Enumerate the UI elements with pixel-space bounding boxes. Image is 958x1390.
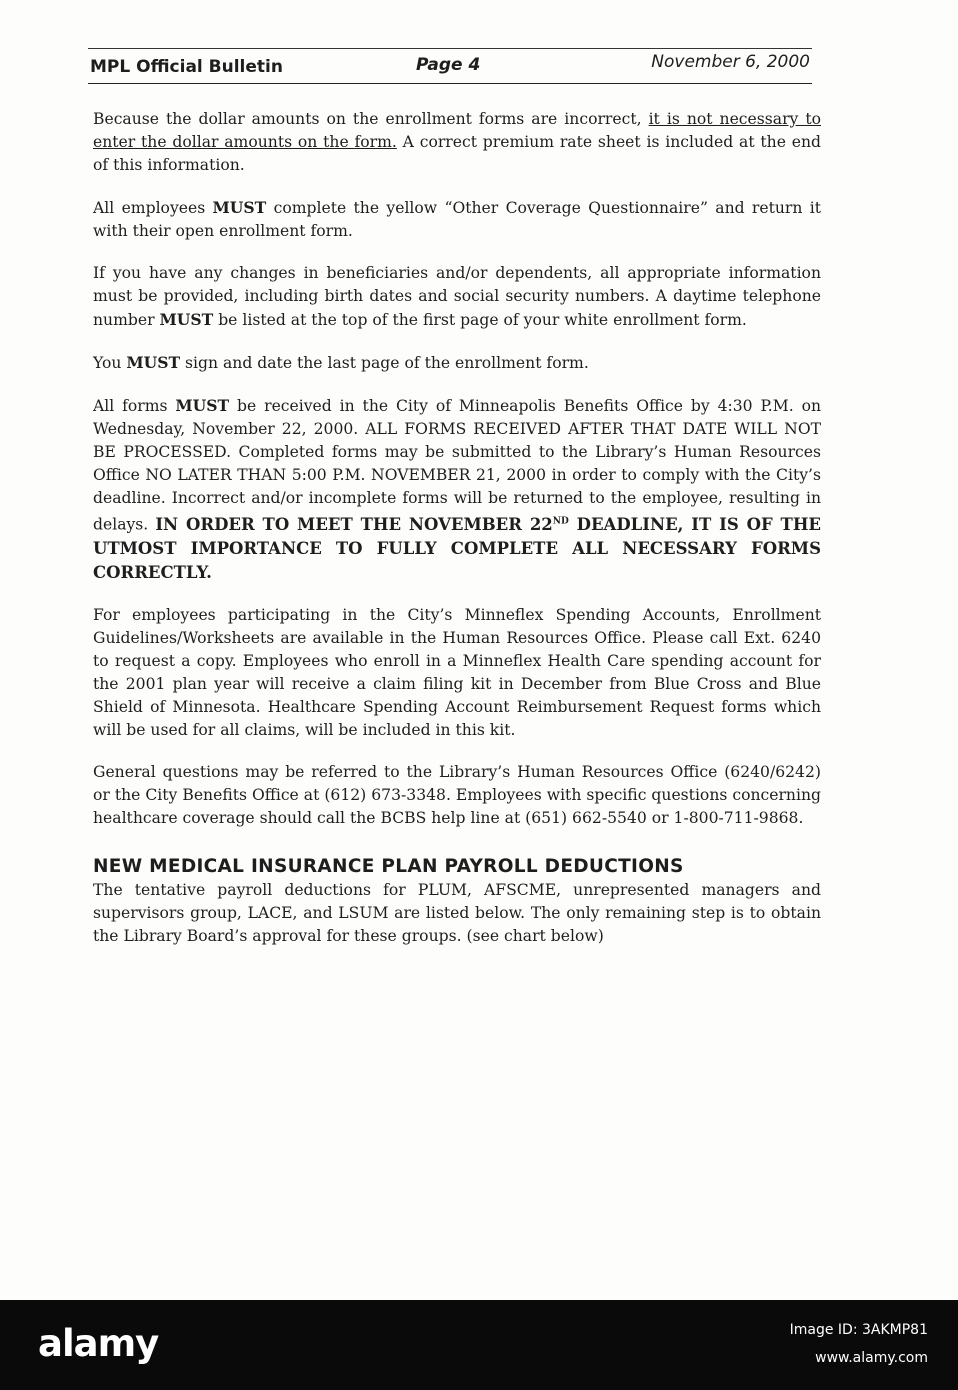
- emphasis-must: MUST: [159, 310, 214, 329]
- bulletin-header: [88, 48, 812, 84]
- paragraph-beneficiaries: If you have any changes in beneficiaries and/or dependents, all appropriate information must be provided, including birth dates and social security numbers. A daytime telephone number MUST be listed at the top of the first page of your white enrollment form.: [93, 264, 821, 329]
- site-url: www.alamy.com: [815, 1350, 928, 1366]
- section-heading: NEW MEDICAL INSURANCE PLAN PAYROLL DEDUCTIONS: [93, 855, 684, 877]
- emphasis-must: MUST: [126, 353, 181, 372]
- bulletin-body: [93, 108, 821, 967]
- paragraph-minneflex: For employees participating in the City’s Minneflex Spending Accounts, Enrollment Guidelines/Worksheets are available in the Human Resources Office. Please call Ext. 6240 to request a copy. Employees who enroll in a Minneflex Health Care spending account for the 2001 plan year will receive a claim filing kit in December from Blue Cross and Blue Shield of Minnesota. Healthcare Spending Account Reimbursement Request forms which will be used for all claims, will be included in this kit.: [93, 605, 821, 739]
- paragraph-questionnaire: All employees MUST complete the yellow “Other Coverage Questionnaire” and return it with their open enrollment form.: [93, 198, 821, 240]
- emphasis-must: MUST: [175, 396, 230, 415]
- paragraph-general-questions: General questions may be referred to the Library’s Human Resources Office (6240/6242) or the City Benefits Office at (612) 673-3348. Employees with specific questions concerning healthcare coverage should call the BCBS help line at (651) 662-5540 or 1-800-711-9868.: [93, 762, 821, 827]
- bulletin-title: MPL Official Bulletin: [90, 57, 283, 77]
- emphasis-must: MUST: [212, 198, 267, 217]
- page-number: Page 4: [416, 55, 481, 75]
- bulletin-date: November 6, 2000: [651, 52, 810, 72]
- alamy-logo: alamy: [38, 1322, 159, 1365]
- underlined-instruction: it is not necessary to enter the dollar amounts on the form.: [93, 110, 821, 151]
- paragraph-deadline: All forms MUST be received in the City of Minneapolis Benefits Office by 4:30 P.M. on Wednesday, November 22, 2000. ALL FORMS RECEIVED AFTER THAT DATE WILL NOT BE PROCESSED. Completed forms may be submitted to the Library’s Human Resources Office NO LATER THAN 5:00 P.M. NOVEMBER 21, 2000 in order to comply with the City’s deadline. Incorrect and/or incomplete forms will be returned to the employee, resulting in delays. IN ORDER TO MEET THE NOVEMBER 22ND DEADLINE, IT IS OF THE UTMOST IMPORTANCE TO FULLY COMPLETE ALL NECESSARY FORMS CORRECTLY.: [93, 396, 821, 582]
- watermark-banner: [0, 1300, 958, 1390]
- paragraph-payroll-deductions: The tentative payroll deductions for PLUM, AFSCME, unrepresented managers and supervisors group, LACE, and LSUM are listed below. The only remaining step is to obtain the Library Board’s approval for these groups. (see chart below): [93, 880, 821, 945]
- image-id: Image ID: 3AKMP81: [789, 1322, 928, 1338]
- deadline-warning: IN ORDER TO MEET THE NOVEMBER 22ND DEADLINE, IT IS OF THE UTMOST IMPORTANCE TO FULLY COMPLETE ALL NECESSARY FORMS CORRECTLY.: [93, 514, 821, 582]
- paragraph-dollar-amounts: Because the dollar amounts on the enrollment forms are incorrect, it is not necessary to enter the dollar amounts on the form. A correct premium rate sheet is included at the end of this information.: [93, 110, 822, 174]
- paragraph-sign-date: You MUST sign and date the last page of the enrollment form.: [93, 353, 589, 372]
